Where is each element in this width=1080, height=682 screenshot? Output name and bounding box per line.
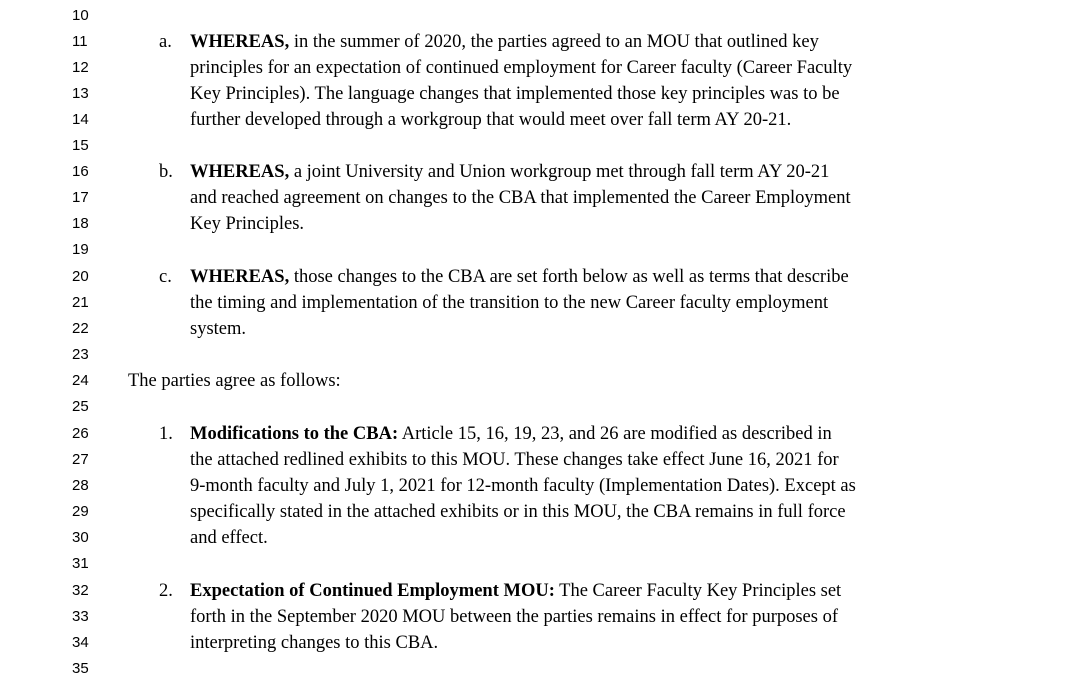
item-line: WHEREAS, in the summer of 2020, the parties agreed to an MOU that outlined key — [190, 32, 819, 52]
section-line: and effect. — [190, 528, 268, 548]
section-line: Modifications to the CBA: Article 15, 16, 19, 23, and 26 are modified as described in — [190, 424, 832, 444]
line-number: 18 — [72, 215, 89, 232]
line-number: 30 — [72, 529, 89, 546]
line-number: 10 — [72, 7, 89, 24]
section-line: interpreting changes to this CBA. — [190, 633, 439, 653]
line-number: 26 — [72, 425, 89, 442]
item-marker: b. — [159, 162, 173, 182]
section-line: forth in the September 2020 MOU between the parties remains in effect for purposes of — [190, 607, 838, 627]
line-number: 27 — [72, 451, 89, 468]
item-line: Key Principles. — [190, 214, 305, 234]
line-number: 29 — [72, 503, 89, 520]
line-number: 24 — [72, 372, 89, 389]
line-number: 13 — [72, 85, 89, 102]
line-number: 22 — [72, 320, 89, 337]
line-number: 21 — [72, 294, 89, 311]
item-line: principles for an expectation of continued employment for Career faculty (Career Faculty — [190, 58, 853, 78]
item-lead: WHEREAS, — [190, 162, 290, 182]
item-marker: c. — [159, 267, 172, 287]
agreement-intro: The parties agree as follows: — [128, 371, 341, 391]
line-number: 33 — [72, 608, 89, 625]
line-number: 34 — [72, 634, 89, 651]
item-line: WHEREAS, a joint University and Union workgroup met through fall term AY 20-21 — [190, 162, 830, 182]
line-number: 12 — [72, 59, 89, 76]
item-lead: WHEREAS, — [190, 267, 290, 287]
item-marker: a. — [159, 32, 172, 52]
item-line: WHEREAS, those changes to the CBA are set forth below as well as terms that describe — [190, 267, 849, 287]
line-number: 14 — [72, 111, 89, 128]
line-number: 19 — [72, 241, 89, 258]
section-line: Expectation of Continued Employment MOU: The Career Faculty Key Principles set — [190, 581, 842, 601]
item-lead: WHEREAS, — [190, 32, 290, 52]
line-number: 35 — [72, 660, 89, 677]
line-number: 16 — [72, 163, 89, 180]
section-line: 9-month faculty and July 1, 2021 for 12-month faculty (Implementation Dates). Except as — [190, 476, 856, 496]
line-number: 23 — [72, 346, 89, 363]
item-line: Key Principles). The language changes that implemented those key principles was to be — [190, 84, 840, 104]
section-marker: 2. — [159, 581, 173, 601]
item-line: the timing and implementation of the transition to the new Career faculty employment — [190, 293, 829, 313]
line-number: 28 — [72, 477, 89, 494]
section-marker: 1. — [159, 424, 173, 444]
item-line: further developed through a workgroup that would meet over fall term AY 20-21. — [190, 110, 792, 130]
section-line: specifically stated in the attached exhibits or in this MOU, the CBA remains in full force — [190, 502, 846, 522]
section-heading: Modifications to the CBA: — [190, 424, 399, 444]
line-number: 32 — [72, 582, 89, 599]
line-number: 11 — [72, 33, 88, 50]
line-number: 25 — [72, 398, 89, 415]
item-line: system. — [190, 319, 247, 339]
section-heading: Expectation of Continued Employment MOU: — [190, 581, 555, 601]
line-number: 17 — [72, 189, 89, 206]
item-line: and reached agreement on changes to the CBA that implemented the Career Employment — [190, 188, 851, 208]
line-number: 15 — [72, 137, 89, 154]
line-number: 20 — [72, 268, 89, 285]
line-number: 31 — [72, 555, 89, 572]
section-line: the attached redlined exhibits to this MOU. These changes take effect June 16, 2021 for — [190, 450, 839, 470]
